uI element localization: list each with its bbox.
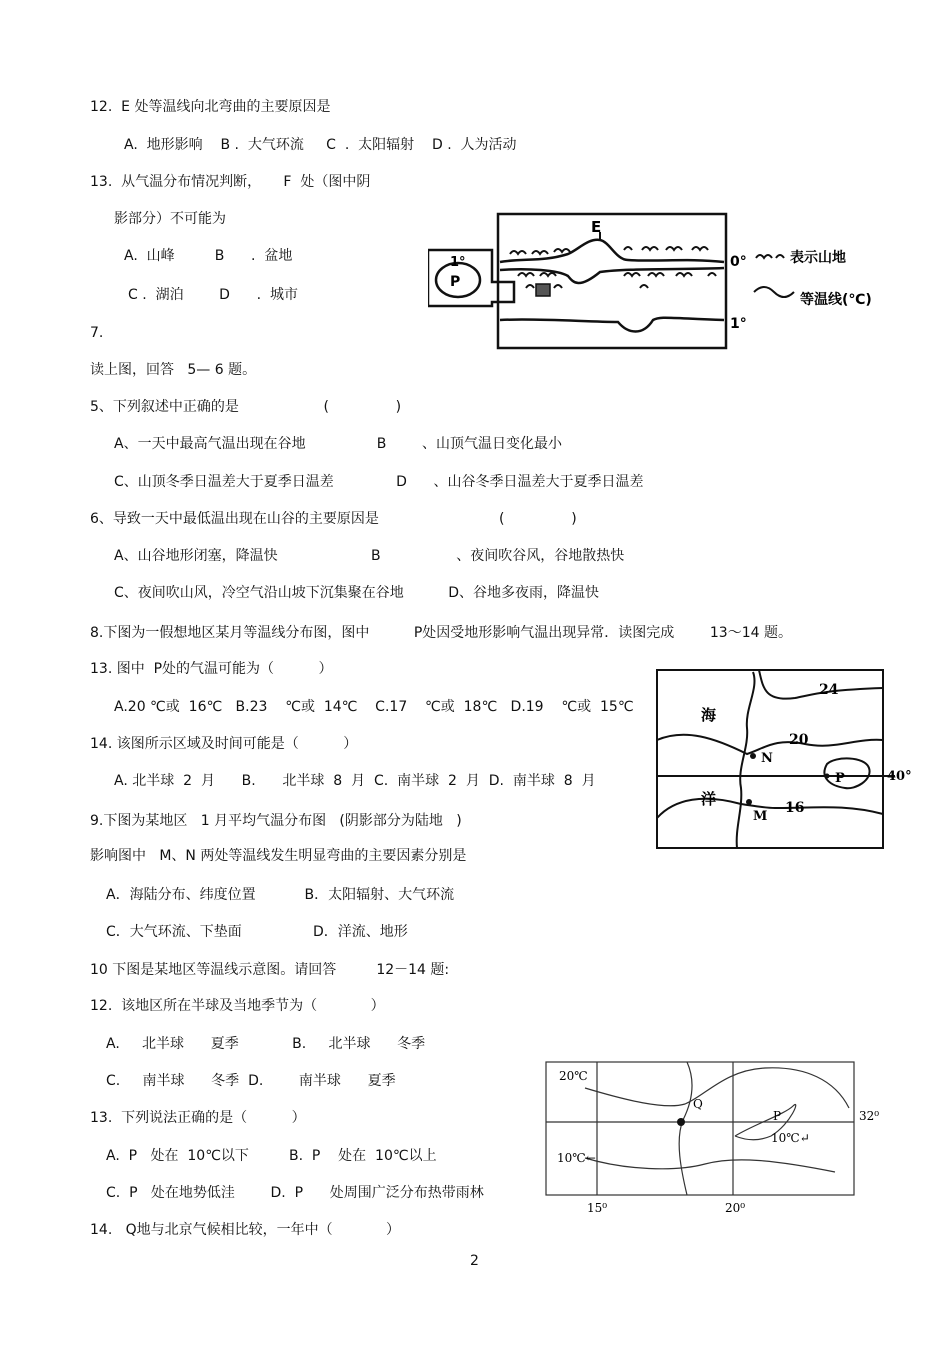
- text-line: A．海陆分布、纬度位置 B．太阳辐射、大气环流: [106, 887, 455, 903]
- text-line: 13. 图中 P处的气温可能为（ ）: [90, 661, 333, 677]
- fig1-label-1deg-bottom: 1°: [730, 316, 747, 332]
- text-line: A、山谷地形闭塞，降温快 B 、夜间吹谷风，谷地散热快: [114, 548, 625, 564]
- fig1-legend-isotherm: 等温线(℃): [800, 292, 872, 308]
- text-line: A.20 ℃或 16℃ B.23 ℃或 14℃ C.17 ℃或 18℃ D.19 ℃或 15℃: [114, 699, 634, 715]
- text-line: 14. 该图所示区域及时间可能是（ ）: [90, 736, 358, 752]
- fig2-label-n: N: [761, 751, 773, 766]
- fig3-label-10c-left: 10℃←: [557, 1151, 596, 1165]
- text-line: 8.下图为一假想地区某月等温线分布图，图中 P处因受地形影响气温出现异常．读图完成 13～14 题。: [90, 625, 792, 641]
- text-line: 13. 从气温分布情况判断， F 处（图中阴: [90, 174, 371, 190]
- text-line: C、夜间吹山风，冷空气沿山坡下沉集聚在谷地 D、谷地多夜雨，降温快: [114, 585, 600, 601]
- text-line: 13. 下列说法正确的是（ ）: [90, 1110, 306, 1126]
- fig1-label-0deg: 0°: [730, 254, 747, 270]
- text-line: 6、导致一天中最低温出现在山谷的主要原因是 ( ): [90, 511, 577, 527]
- fig2-label-sea: 海: [701, 706, 717, 724]
- fig2-label-20: 20: [789, 732, 809, 748]
- page-number: 2: [470, 1253, 479, 1269]
- text-line: 12. 该地区所在半球及当地季节为（ ）: [90, 998, 385, 1014]
- text-line: C、山顶冬季日温差大于夏季日温差 D 、山谷冬季日温差大于夏季日温差: [114, 474, 644, 490]
- fig2-label-m: M: [753, 809, 768, 824]
- text-line: A、一天中最高气温出现在谷地 B 、山顶气温日变化最小: [114, 436, 562, 452]
- figure-isotherm-sketch: [545, 1060, 885, 1220]
- fig1-legend-mountain: 表示山地: [790, 250, 846, 266]
- fig1-label-1deg: 1°: [450, 255, 466, 270]
- fig1-label-p: P: [450, 274, 461, 290]
- fig2-label-24: 24: [819, 682, 839, 698]
- fig2-label-40: 40°: [887, 769, 912, 784]
- text-line: C. 南半球 冬季 D. 南半球 夏季: [106, 1073, 396, 1089]
- fig3-label-10c: 10℃↵: [771, 1131, 810, 1145]
- fig3-label-q: Q: [693, 1097, 703, 1111]
- fig3-label-20c: 20℃: [559, 1069, 588, 1083]
- text-line: 14. Q地与北京气候相比较，一年中（ ）: [90, 1222, 401, 1238]
- text-line: C．大气环流、下垫面 D．洋流、地形: [106, 924, 408, 940]
- figure-region-isotherm-map: [655, 668, 917, 852]
- text-line: C. P 处在地势低洼 D. P 处周围广泛分布热带雨林: [106, 1185, 484, 1201]
- text-line: C . 湖泊 D . 城市: [128, 287, 299, 303]
- text-line: 影部分）不可能为: [114, 211, 226, 227]
- text-line: A. 地形影响 B . 大气环流 C . 太阳辐射 D . 人为活动: [124, 137, 517, 153]
- fig1-label-e: E: [591, 218, 602, 236]
- fig3-label-32: 32⁰: [859, 1109, 880, 1123]
- text-line: 5、下列叙述中正确的是 ( ): [90, 399, 402, 415]
- text-line: 10 下图是某地区等温线示意图。请回答 12－14 题:: [90, 962, 450, 978]
- text-line: 7.: [90, 325, 104, 341]
- text-line: 12. E 处等温线向北弯曲的主要原因是: [90, 99, 331, 115]
- text-line: A. P 处在 10℃以下 B. P 处在 10℃以上: [106, 1148, 437, 1164]
- fig3-label-20: 20⁰: [725, 1201, 746, 1215]
- figure-mountain-isotherm-map: [428, 210, 888, 352]
- text-line: 影响图中 M、N 两处等温线发生明显弯曲的主要因素分别是: [90, 848, 467, 864]
- text-line: A. 山峰 B . 盆地: [124, 248, 293, 264]
- fig2-label-p: P: [835, 771, 845, 786]
- fig3-label-p: P: [773, 1109, 782, 1123]
- text-line: 读上图，回答 5— 6 题。: [90, 362, 257, 378]
- fig2-label-16: 16: [785, 800, 805, 816]
- text-line: A. 北半球 夏季 B. 北半球 冬季: [106, 1036, 426, 1052]
- fig2-label-ocean: 洋: [701, 790, 717, 808]
- fig3-label-15: 15⁰: [587, 1201, 608, 1215]
- text-line: A. 北半球 2 月 B. 北半球 8 月 C. 南半球 2 月 D. 南半球 8 月: [114, 773, 596, 789]
- text-line: 9.下图为某地区 1 月平均气温分布图 (阴影部分为陆地 ): [90, 813, 462, 829]
